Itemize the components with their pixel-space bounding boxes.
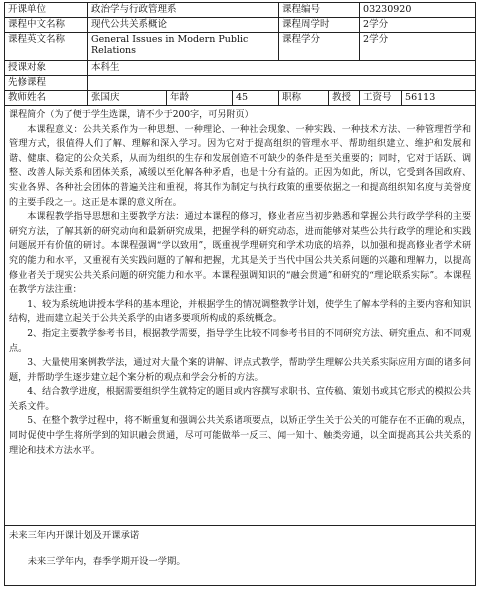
row-intro [5, 106, 476, 526]
cn-name-label: 课程中文名称 [5, 18, 88, 33]
hours-value: 2学分 [360, 18, 476, 33]
unit-value: 政治学与行政管理系 [88, 3, 279, 18]
row-en-name [5, 33, 476, 61]
course-intro [5, 106, 476, 526]
en-name-value: General Issues in Modern Public Relations [88, 33, 279, 61]
code-label: 课程编号 [279, 3, 360, 18]
row-teacher [5, 91, 476, 106]
title-value: 教授 [329, 91, 360, 106]
id-value: 56113 [402, 91, 476, 106]
age-value: 45 [233, 91, 279, 106]
method-item-2: 2、指定主要教学参考书目，根据教学需要，指导学生比较不同参考书目的不同研究方法、研究重点、和不同观点。 [9, 328, 472, 354]
credit-label: 课程学分 [279, 33, 360, 61]
audience-value: 本科生 [88, 61, 476, 76]
en-name-label: 课程英文名称 [5, 33, 88, 61]
intro-heading: 课程简介（为了便于学生选课，请不少于200字，可另附页） [9, 110, 254, 120]
intro-paragraph-methods: 本课程教学指导思想和主要教学方法：通过本课程的修习，修业者应当初步熟悉和掌握公共行政学学科的主要研究方法，了解其新的研究动向和最新研究成果，把握学科的研究动态，进而能够对某些公共行政学的理论和实践问题展开有价值的研讨。本课程强调“学以致用”，既重视学理研究和学术功底的培养，以加强和提高修业者学术研究的能力和水平，又重视有关实践问题的了解和把握，尤其是关于当代中国公共关系问题的兴趣和理解力，以提高修业者关于现实公共关系问题的研究能力和水平。本课程强调知识的“融会贯通”和研究的“理论联系实际”。本课程在教学方法注重： [9, 212, 472, 296]
intro-paragraph-significance: 本课程意义：公共关系作为一种思想、一种理论、一种社会现象、一种实践、一种技术方法、一种管理哲学和管理方式，很值得人们了解、理解和深入学习。因为它对于提高组织的管理水平、帮助组织建立、维护和发展和谐、健康、稳定的公众关系，从而为组织的生存和发展创造不可缺少的条件是至关重要的；同时，它对于话跃、调整、改善人际关系和团体关系，减缓以至化解各种矛盾，也是十分有益的。正因为如此，所以，它受到各国政府、实业各界、各种社会团体的普遍关注和重视，将其作为制定与执行政策的重要依据之一和提高组织知名度与美誉度的主要手段之一。这正是本课的意义所在。 [9, 124, 472, 208]
prereq-value [88, 76, 476, 91]
title-label: 职称 [279, 91, 329, 106]
id-label: 工资号 [360, 91, 402, 106]
teacher-label: 教师姓名 [5, 91, 88, 106]
method-item-3: 3、大量使用案例教学法，通过对大量个案的讲解、评点式教学，帮助学生理解公共关系实际应用方面的诸多问题，并帮助学生逐步建立起个案分析的观点和学会分析的方法。 [9, 358, 472, 383]
unit-label: 开课单位 [5, 3, 88, 18]
code-value: 03230920 [360, 3, 476, 18]
method-item-4: 4、结合教学进度，根据需要组织学生就特定的题目或内容撰写求职书、宣传稿、策划书或其它形式的模拟公共关系文件。 [9, 387, 472, 412]
cn-name-value: 现代公共关系概论 [88, 18, 279, 33]
course-info-table [4, 2, 476, 586]
prereq-label: 先修课程 [5, 76, 88, 91]
audience-label: 授课对象 [5, 61, 88, 76]
method-item-5: 5、在整个教学过程中，将不断重复和强调公共关系诸项要点，以矫正学生关于公关的可能存在不正确的观点，同时促使中学生将所学到的知识融会贯通，尽可可能做举一反三、闻一知十、触类旁通，以全面提高其公共关系的理论和技术方法水平。 [9, 416, 472, 456]
method-item-1: 1、较为系统地讲授本学科的基本理论，并根据学生的情况调整教学计划，使学生了解本学科的主要内容和知识结构，进而建立起关于公共关系学的由诸多要项所构成的系统概念。 [9, 299, 472, 325]
row-future [5, 526, 476, 586]
row-unit [5, 3, 476, 18]
teacher-value: 张国庆 [88, 91, 167, 106]
row-prereq [5, 76, 476, 91]
row-cn-name [5, 18, 476, 33]
credit-value: 2学分 [360, 33, 476, 61]
hours-label: 课程周学时 [279, 18, 360, 33]
future-heading: 未来三年内开课计划及开课承诺 [9, 530, 140, 541]
future-text: 未来三学年内，春季学期开设一学期。 [27, 556, 186, 567]
age-label: 年龄 [167, 91, 233, 106]
future-plan [5, 526, 476, 586]
row-audience [5, 61, 476, 76]
